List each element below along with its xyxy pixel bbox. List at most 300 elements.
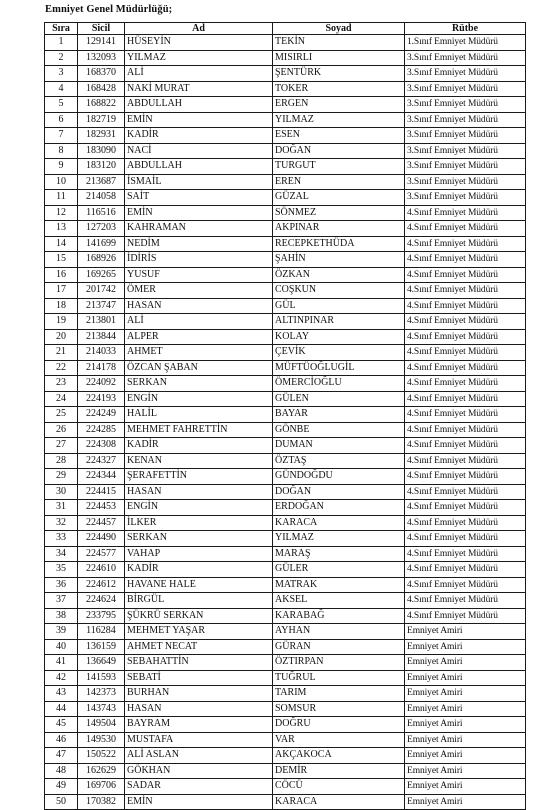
cell-sicil: 224453 xyxy=(78,500,125,516)
cell-soyad: ÖZTIRPAN xyxy=(273,655,405,671)
cell-ad: İDİRİS xyxy=(125,252,273,268)
cell-sira: 48 xyxy=(45,763,78,779)
table-row xyxy=(45,267,526,283)
table-row xyxy=(45,717,526,733)
cell-rutbe: 4.Sınıf Emniyet Müdürü xyxy=(405,345,526,361)
table-row xyxy=(45,686,526,702)
cell-rutbe: 3.Sınıf Emniyet Müdürü xyxy=(405,112,526,128)
table-row xyxy=(45,639,526,655)
cell-ad: MUSTAFA xyxy=(125,732,273,748)
cell-ad: YILMAZ xyxy=(125,50,273,66)
table-row xyxy=(45,515,526,531)
cell-sira: 18 xyxy=(45,298,78,314)
cell-soyad: GÜNDOĞDU xyxy=(273,469,405,485)
cell-rutbe: 3.Sınıf Emniyet Müdürü xyxy=(405,190,526,206)
cell-soyad: DOĞAN xyxy=(273,484,405,500)
cell-sira: 31 xyxy=(45,500,78,516)
cell-sicil: 141699 xyxy=(78,236,125,252)
table-row xyxy=(45,345,526,361)
cell-sicil: 169706 xyxy=(78,779,125,795)
table-row xyxy=(45,298,526,314)
document-title: Emniyet Genel Müdürlüğü; xyxy=(45,4,173,15)
cell-sira: 2 xyxy=(45,50,78,66)
cell-sira: 3 xyxy=(45,66,78,82)
cell-soyad: GÜLER xyxy=(273,562,405,578)
cell-soyad: DOĞAN xyxy=(273,143,405,159)
cell-sira: 25 xyxy=(45,407,78,423)
cell-sira: 29 xyxy=(45,469,78,485)
cell-sicil: 182719 xyxy=(78,112,125,128)
cell-soyad: KARABAĞ xyxy=(273,608,405,624)
table-row xyxy=(45,360,526,376)
table-row xyxy=(45,562,526,578)
cell-rutbe: Emniyet Amiri xyxy=(405,655,526,671)
cell-soyad: BAYAR xyxy=(273,407,405,423)
cell-rutbe: 3.Sınıf Emniyet Müdürü xyxy=(405,143,526,159)
cell-soyad: TURGUT xyxy=(273,159,405,175)
cell-sicil: 214178 xyxy=(78,360,125,376)
cell-ad: SADAR xyxy=(125,779,273,795)
cell-sira: 16 xyxy=(45,267,78,283)
table-row xyxy=(45,748,526,764)
table-row xyxy=(45,500,526,516)
cell-sira: 19 xyxy=(45,314,78,330)
cell-rutbe: Emniyet Amiri xyxy=(405,701,526,717)
cell-sira: 49 xyxy=(45,779,78,795)
cell-sira: 44 xyxy=(45,701,78,717)
cell-rutbe: 4.Sınıf Emniyet Müdürü xyxy=(405,546,526,562)
cell-sira: 13 xyxy=(45,221,78,237)
cell-soyad: MÜFTÜOĞLUGİL xyxy=(273,360,405,376)
cell-rutbe: 3.Sınıf Emniyet Müdürü xyxy=(405,50,526,66)
cell-sira: 30 xyxy=(45,484,78,500)
cell-ad: ABDULLAH xyxy=(125,97,273,113)
cell-ad: ŞÜKRÜ SERKAN xyxy=(125,608,273,624)
cell-sicil: 127203 xyxy=(78,221,125,237)
cell-sira: 40 xyxy=(45,639,78,655)
cell-rutbe: Emniyet Amiri xyxy=(405,639,526,655)
cell-soyad: ÖZKAN xyxy=(273,267,405,283)
cell-sira: 20 xyxy=(45,329,78,345)
cell-soyad: TEKİN xyxy=(273,35,405,51)
table-row xyxy=(45,593,526,609)
cell-sicil: 213801 xyxy=(78,314,125,330)
cell-rutbe: 3.Sınıf Emniyet Müdürü xyxy=(405,128,526,144)
cell-ad: KAHRAMAN xyxy=(125,221,273,237)
cell-soyad: GÜL xyxy=(273,298,405,314)
cell-sicil: 224344 xyxy=(78,469,125,485)
cell-ad: ALPER xyxy=(125,329,273,345)
cell-ad: KENAN xyxy=(125,453,273,469)
cell-ad: ENGİN xyxy=(125,391,273,407)
cell-sira: 21 xyxy=(45,345,78,361)
cell-ad: SAİT xyxy=(125,190,273,206)
cell-sira: 26 xyxy=(45,422,78,438)
cell-ad: HAVANE HALE xyxy=(125,577,273,593)
cell-soyad: DOĞRU xyxy=(273,717,405,733)
cell-soyad: ESEN xyxy=(273,128,405,144)
cell-soyad: EREN xyxy=(273,174,405,190)
cell-rutbe: 4.Sınıf Emniyet Müdürü xyxy=(405,484,526,500)
table-row xyxy=(45,484,526,500)
cell-ad: VAHAP xyxy=(125,546,273,562)
cell-sira: 7 xyxy=(45,128,78,144)
table-row xyxy=(45,469,526,485)
cell-ad: HÜSEYİN xyxy=(125,35,273,51)
table-row xyxy=(45,546,526,562)
cell-rutbe: Emniyet Amiri xyxy=(405,624,526,640)
cell-ad: AHMET xyxy=(125,345,273,361)
header-sicil: Sicil xyxy=(78,23,125,35)
cell-sira: 15 xyxy=(45,252,78,268)
cell-rutbe: 4.Sınıf Emniyet Müdürü xyxy=(405,267,526,283)
cell-sicil: 168428 xyxy=(78,81,125,97)
cell-soyad: ŞENTÜRK xyxy=(273,66,405,82)
cell-rutbe: 3.Sınıf Emniyet Müdürü xyxy=(405,159,526,175)
table-row xyxy=(45,35,526,51)
table-row xyxy=(45,391,526,407)
cell-soyad: GÖNBE xyxy=(273,422,405,438)
cell-sira: 34 xyxy=(45,546,78,562)
cell-soyad: TOKER xyxy=(273,81,405,97)
cell-soyad: COŞKUN xyxy=(273,283,405,299)
table-row xyxy=(45,794,526,810)
cell-ad: BURHAN xyxy=(125,686,273,702)
cell-sira: 24 xyxy=(45,391,78,407)
cell-sira: 50 xyxy=(45,794,78,810)
table-row xyxy=(45,314,526,330)
cell-ad: ÖZCAN ŞABAN xyxy=(125,360,273,376)
table-row xyxy=(45,190,526,206)
cell-sira: 37 xyxy=(45,593,78,609)
cell-rutbe: 3.Sınıf Emniyet Müdürü xyxy=(405,174,526,190)
cell-sicil: 149504 xyxy=(78,717,125,733)
cell-sicil: 149530 xyxy=(78,732,125,748)
cell-rutbe: 4.Sınıf Emniyet Müdürü xyxy=(405,205,526,221)
table-row xyxy=(45,763,526,779)
cell-soyad: DEMİR xyxy=(273,763,405,779)
cell-sira: 33 xyxy=(45,531,78,547)
table-row xyxy=(45,221,526,237)
cell-ad: AHMET NECAT xyxy=(125,639,273,655)
cell-sicil: 142373 xyxy=(78,686,125,702)
cell-sira: 28 xyxy=(45,453,78,469)
cell-rutbe: 4.Sınıf Emniyet Müdürü xyxy=(405,376,526,392)
cell-soyad: ÖZTAŞ xyxy=(273,453,405,469)
cell-soyad: TARIM xyxy=(273,686,405,702)
cell-soyad: KARACA xyxy=(273,794,405,810)
cell-rutbe: 1.Sınıf Emniyet Müdürü xyxy=(405,35,526,51)
cell-sicil: 168822 xyxy=(78,97,125,113)
cell-rutbe: 3.Sınıf Emniyet Müdürü xyxy=(405,97,526,113)
table-row xyxy=(45,159,526,175)
cell-soyad: GÜRAN xyxy=(273,639,405,655)
cell-sicil: 201742 xyxy=(78,283,125,299)
cell-sicil: 168926 xyxy=(78,252,125,268)
cell-ad: BAYRAM xyxy=(125,717,273,733)
header-soyad: Soyad xyxy=(273,23,405,35)
cell-sicil: 224092 xyxy=(78,376,125,392)
cell-soyad: AKSEL xyxy=(273,593,405,609)
cell-rutbe: Emniyet Amiri xyxy=(405,686,526,702)
table-row xyxy=(45,174,526,190)
cell-sicil: 116284 xyxy=(78,624,125,640)
cell-soyad: KOLAY xyxy=(273,329,405,345)
table-row xyxy=(45,407,526,423)
cell-ad: ŞERAFETTİN xyxy=(125,469,273,485)
cell-soyad: KARACA xyxy=(273,515,405,531)
table-row xyxy=(45,624,526,640)
table-row xyxy=(45,50,526,66)
cell-soyad: SOMSUR xyxy=(273,701,405,717)
cell-sira: 39 xyxy=(45,624,78,640)
cell-sicil: 169265 xyxy=(78,267,125,283)
cell-ad: SERKAN xyxy=(125,531,273,547)
cell-soyad: MATRAK xyxy=(273,577,405,593)
cell-sira: 47 xyxy=(45,748,78,764)
cell-soyad: ERDOĞAN xyxy=(273,500,405,516)
table-body xyxy=(45,35,526,810)
table-row xyxy=(45,701,526,717)
cell-soyad: ÖMERCİOĞLU xyxy=(273,376,405,392)
cell-sira: 38 xyxy=(45,608,78,624)
cell-sicil: 233795 xyxy=(78,608,125,624)
cell-ad: ALİ xyxy=(125,66,273,82)
cell-sicil: 183120 xyxy=(78,159,125,175)
cell-rutbe: Emniyet Amiri xyxy=(405,763,526,779)
cell-sicil: 213747 xyxy=(78,298,125,314)
cell-rutbe: 4.Sınıf Emniyet Müdürü xyxy=(405,593,526,609)
cell-sira: 1 xyxy=(45,35,78,51)
cell-ad: MEHMET FAHRETTİN xyxy=(125,422,273,438)
cell-soyad: CÖCÜ xyxy=(273,779,405,795)
cell-sira: 17 xyxy=(45,283,78,299)
cell-rutbe: 4.Sınıf Emniyet Müdürü xyxy=(405,236,526,252)
cell-ad: NEDİM xyxy=(125,236,273,252)
cell-rutbe: 4.Sınıf Emniyet Müdürü xyxy=(405,360,526,376)
cell-sicil: 116516 xyxy=(78,205,125,221)
cell-rutbe: 4.Sınıf Emniyet Müdürü xyxy=(405,453,526,469)
table-row xyxy=(45,205,526,221)
cell-sicil: 224285 xyxy=(78,422,125,438)
cell-ad: HASAN xyxy=(125,701,273,717)
cell-ad: MEHMET YAŞAR xyxy=(125,624,273,640)
cell-ad: KADİR xyxy=(125,562,273,578)
cell-sicil: 168370 xyxy=(78,66,125,82)
cell-soyad: YILMAZ xyxy=(273,531,405,547)
cell-rutbe: 4.Sınıf Emniyet Müdürü xyxy=(405,469,526,485)
table-header-row xyxy=(45,23,526,35)
cell-sira: 46 xyxy=(45,732,78,748)
cell-sicil: 224415 xyxy=(78,484,125,500)
cell-sira: 22 xyxy=(45,360,78,376)
cell-ad: KADİR xyxy=(125,438,273,454)
table-row xyxy=(45,143,526,159)
cell-sira: 11 xyxy=(45,190,78,206)
table-row xyxy=(45,438,526,454)
table-row xyxy=(45,81,526,97)
cell-soyad: GÜLEN xyxy=(273,391,405,407)
table-row xyxy=(45,376,526,392)
table-row xyxy=(45,329,526,345)
cell-soyad: RECEPKETHÜDA xyxy=(273,236,405,252)
cell-sicil: 162629 xyxy=(78,763,125,779)
cell-ad: İSMAİL xyxy=(125,174,273,190)
cell-sicil: 214058 xyxy=(78,190,125,206)
header-sira: Sıra xyxy=(45,23,78,35)
cell-rutbe: Emniyet Amiri xyxy=(405,748,526,764)
cell-soyad: MARAŞ xyxy=(273,546,405,562)
cell-soyad: YILMAZ xyxy=(273,112,405,128)
cell-rutbe: 4.Sınıf Emniyet Müdürü xyxy=(405,500,526,516)
cell-sicil: 129141 xyxy=(78,35,125,51)
cell-ad: ÖMER xyxy=(125,283,273,299)
table-row xyxy=(45,236,526,252)
cell-sira: 27 xyxy=(45,438,78,454)
cell-soyad: ÇEVİK xyxy=(273,345,405,361)
cell-rutbe: 4.Sınıf Emniyet Müdürü xyxy=(405,407,526,423)
cell-sira: 43 xyxy=(45,686,78,702)
cell-soyad: TUĞRUL xyxy=(273,670,405,686)
cell-rutbe: 4.Sınıf Emniyet Müdürü xyxy=(405,577,526,593)
cell-sicil: 224193 xyxy=(78,391,125,407)
table-row xyxy=(45,608,526,624)
table-row xyxy=(45,283,526,299)
cell-sicil: 224577 xyxy=(78,546,125,562)
cell-sira: 36 xyxy=(45,577,78,593)
cell-rutbe: Emniyet Amiri xyxy=(405,732,526,748)
cell-ad: NACİ xyxy=(125,143,273,159)
cell-sicil: 182931 xyxy=(78,128,125,144)
table-row xyxy=(45,128,526,144)
cell-sira: 14 xyxy=(45,236,78,252)
cell-sicil: 141593 xyxy=(78,670,125,686)
table-row xyxy=(45,732,526,748)
cell-soyad: AYHAN xyxy=(273,624,405,640)
cell-ad: İLKER xyxy=(125,515,273,531)
cell-sicil: 170382 xyxy=(78,794,125,810)
cell-soyad: MISIRLI xyxy=(273,50,405,66)
cell-rutbe: 4.Sınıf Emniyet Müdürü xyxy=(405,221,526,237)
header-rutbe: Rütbe xyxy=(405,23,526,35)
header-ad: Ad xyxy=(125,23,273,35)
cell-ad: SEBATİ xyxy=(125,670,273,686)
cell-rutbe: 4.Sınıf Emniyet Müdürü xyxy=(405,283,526,299)
cell-sicil: 224308 xyxy=(78,438,125,454)
cell-sira: 42 xyxy=(45,670,78,686)
cell-sicil: 213844 xyxy=(78,329,125,345)
cell-sicil: 224610 xyxy=(78,562,125,578)
cell-sicil: 224327 xyxy=(78,453,125,469)
cell-sira: 6 xyxy=(45,112,78,128)
table-row xyxy=(45,112,526,128)
table-row xyxy=(45,531,526,547)
cell-sicil: 183090 xyxy=(78,143,125,159)
cell-rutbe: 4.Sınıf Emniyet Müdürü xyxy=(405,252,526,268)
personnel-table xyxy=(44,22,526,810)
cell-rutbe: 4.Sınıf Emniyet Müdürü xyxy=(405,562,526,578)
cell-sicil: 136159 xyxy=(78,639,125,655)
cell-sicil: 150522 xyxy=(78,748,125,764)
cell-soyad: ŞAHİN xyxy=(273,252,405,268)
cell-sicil: 224624 xyxy=(78,593,125,609)
cell-sira: 23 xyxy=(45,376,78,392)
cell-sira: 12 xyxy=(45,205,78,221)
cell-sicil: 214033 xyxy=(78,345,125,361)
cell-ad: BİRGÜL xyxy=(125,593,273,609)
table-row xyxy=(45,655,526,671)
cell-rutbe: 4.Sınıf Emniyet Müdürü xyxy=(405,329,526,345)
table-row xyxy=(45,453,526,469)
cell-ad: GÖKHAN xyxy=(125,763,273,779)
table-row xyxy=(45,252,526,268)
cell-sira: 5 xyxy=(45,97,78,113)
cell-rutbe: 4.Sınıf Emniyet Müdürü xyxy=(405,515,526,531)
table-row xyxy=(45,670,526,686)
cell-sicil: 143743 xyxy=(78,701,125,717)
cell-ad: SERKAN xyxy=(125,376,273,392)
cell-ad: KADİR xyxy=(125,128,273,144)
cell-sira: 9 xyxy=(45,159,78,175)
cell-ad: ALİ xyxy=(125,314,273,330)
cell-soyad: SÖNMEZ xyxy=(273,205,405,221)
cell-sira: 4 xyxy=(45,81,78,97)
cell-ad: NAKİ MURAT xyxy=(125,81,273,97)
cell-ad: EMİN xyxy=(125,205,273,221)
cell-soyad: ERGEN xyxy=(273,97,405,113)
cell-soyad: AKPINAR xyxy=(273,221,405,237)
table-row xyxy=(45,422,526,438)
cell-ad: HALİL xyxy=(125,407,273,423)
cell-rutbe: 4.Sınıf Emniyet Müdürü xyxy=(405,422,526,438)
cell-ad: EMİN xyxy=(125,112,273,128)
cell-rutbe: Emniyet Amiri xyxy=(405,779,526,795)
cell-sira: 10 xyxy=(45,174,78,190)
cell-sira: 35 xyxy=(45,562,78,578)
cell-sicil: 136649 xyxy=(78,655,125,671)
cell-sicil: 132093 xyxy=(78,50,125,66)
cell-ad: YUSUF xyxy=(125,267,273,283)
cell-sicil: 224612 xyxy=(78,577,125,593)
cell-soyad: DUMAN xyxy=(273,438,405,454)
table-row xyxy=(45,66,526,82)
cell-rutbe: 4.Sınıf Emniyet Müdürü xyxy=(405,531,526,547)
cell-sicil: 224249 xyxy=(78,407,125,423)
cell-rutbe: 3.Sınıf Emniyet Müdürü xyxy=(405,81,526,97)
cell-ad: SEBAHATTİN xyxy=(125,655,273,671)
cell-sira: 32 xyxy=(45,515,78,531)
cell-rutbe: 4.Sınıf Emniyet Müdürü xyxy=(405,298,526,314)
cell-rutbe: 4.Sınıf Emniyet Müdürü xyxy=(405,608,526,624)
cell-sicil: 224490 xyxy=(78,531,125,547)
cell-ad: HASAN xyxy=(125,484,273,500)
table-row xyxy=(45,779,526,795)
cell-rutbe: 4.Sınıf Emniyet Müdürü xyxy=(405,438,526,454)
cell-rutbe: 4.Sınıf Emniyet Müdürü xyxy=(405,391,526,407)
cell-soyad: VAR xyxy=(273,732,405,748)
cell-ad: ABDULLAH xyxy=(125,159,273,175)
table-row xyxy=(45,577,526,593)
cell-sicil: 213687 xyxy=(78,174,125,190)
cell-rutbe: Emniyet Amiri xyxy=(405,717,526,733)
cell-sira: 45 xyxy=(45,717,78,733)
cell-soyad: ALTINPINAR xyxy=(273,314,405,330)
cell-ad: ENGİN xyxy=(125,500,273,516)
cell-rutbe: Emniyet Amiri xyxy=(405,794,526,810)
cell-soyad: AKÇAKOCA xyxy=(273,748,405,764)
cell-ad: ALİ ASLAN xyxy=(125,748,273,764)
cell-rutbe: 4.Sınıf Emniyet Müdürü xyxy=(405,314,526,330)
